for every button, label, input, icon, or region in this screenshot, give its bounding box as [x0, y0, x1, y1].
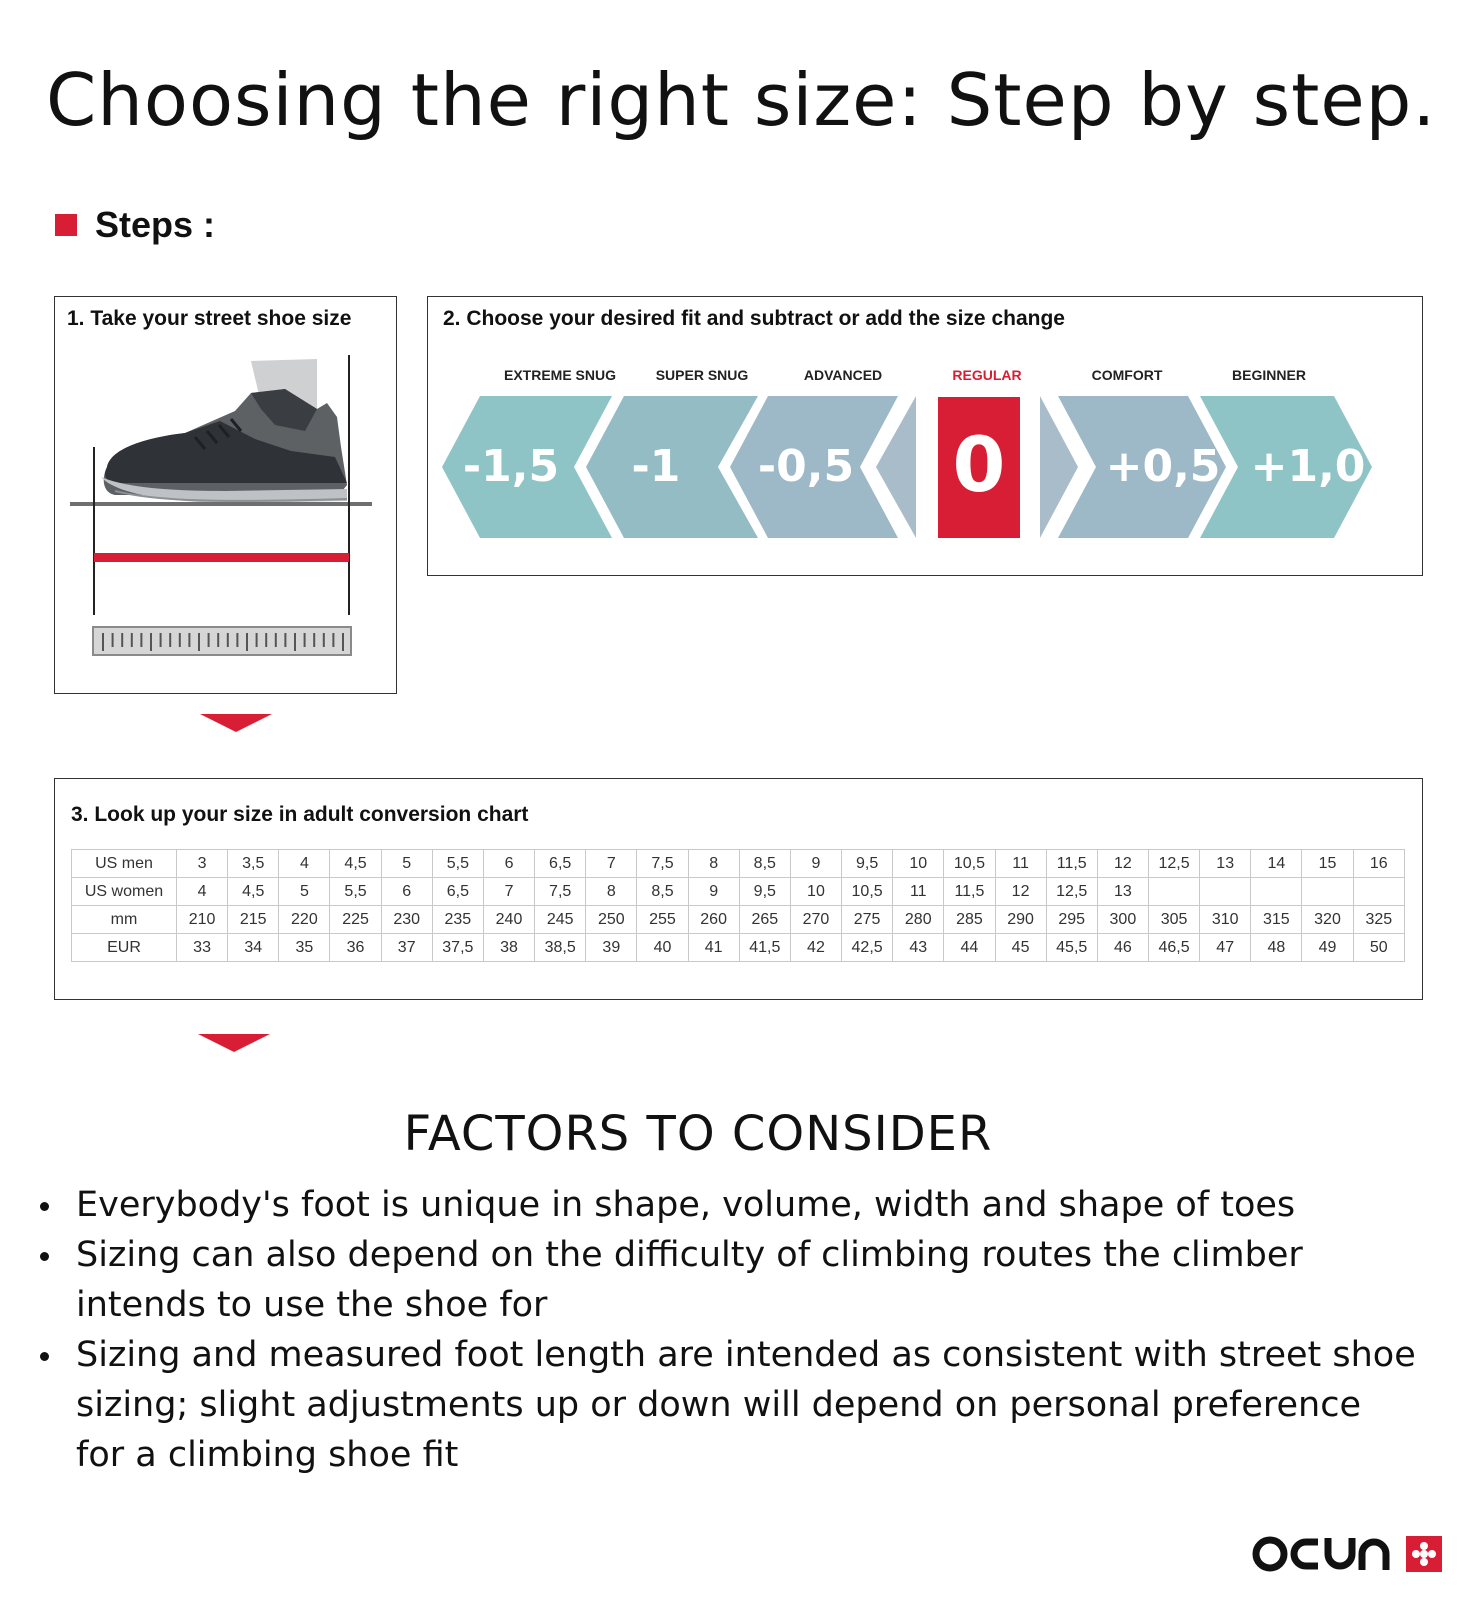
fit-label-regular: REGULAR [952, 367, 1022, 383]
table-cell: 235 [432, 906, 483, 934]
table-cell: 42 [790, 934, 841, 962]
table-cell: 285 [944, 906, 995, 934]
fit-value-advanced: -0,5 [757, 441, 855, 492]
table-cell: 9,5 [739, 878, 790, 906]
bullet-dot-icon [40, 1252, 49, 1261]
table-cell: 265 [739, 906, 790, 934]
table-cell: 305 [1148, 906, 1199, 934]
table-cell: 37,5 [432, 934, 483, 962]
step3-panel [54, 778, 1423, 1000]
table-cell: 35 [279, 934, 330, 962]
table-cell: 33 [177, 934, 228, 962]
arrow-down-icon [198, 1034, 270, 1052]
table-cell: 9 [790, 850, 841, 878]
table-cell: 39 [586, 934, 637, 962]
fit-label-super-snug: SUPER SNUG [655, 367, 749, 383]
table-cell: 12 [1097, 850, 1148, 878]
table-cell: 6,5 [535, 850, 586, 878]
page-title: Choosing the right size: Step by step. [46, 58, 1437, 142]
row-us-men [72, 850, 1405, 878]
step2-title: 2. Choose your desired fit and subtract or add the size change [443, 307, 1065, 330]
row-header: mm [72, 906, 177, 934]
fit-value-extreme-snug: -1,5 [462, 441, 560, 492]
table-cell: 7 [483, 878, 534, 906]
table-cell [1148, 878, 1199, 906]
table-cell: 38 [483, 934, 534, 962]
table-cell: 46,5 [1148, 934, 1199, 962]
table-cell: 300 [1097, 906, 1148, 934]
fit-label-advanced: ADVANCED [803, 367, 883, 383]
step1-panel [54, 296, 397, 694]
bullet-square-icon [55, 214, 77, 236]
table-cell: 38,5 [535, 934, 586, 962]
table-cell: 45,5 [1046, 934, 1097, 962]
table-cell: 5,5 [432, 850, 483, 878]
table-cell: 42,5 [842, 934, 893, 962]
table-cell: 45 [995, 934, 1046, 962]
table-cell: 5 [381, 850, 432, 878]
table-cell: 8 [586, 878, 637, 906]
table-cell [1251, 878, 1302, 906]
table-cell: 48 [1251, 934, 1302, 962]
table-cell: 41,5 [739, 934, 790, 962]
steps-heading-text: Steps : [95, 204, 216, 245]
table-cell: 12,5 [1046, 878, 1097, 906]
table-cell: 12,5 [1148, 850, 1199, 878]
arrow-down-icon [200, 714, 272, 732]
fit-value-super-snug: -1 [631, 441, 681, 492]
table-cell: 12 [995, 878, 1046, 906]
row-header: EUR [72, 934, 177, 962]
row-header: US men [72, 850, 177, 878]
table-cell: 325 [1353, 906, 1404, 934]
table-cell: 16 [1353, 850, 1404, 878]
table-cell: 47 [1200, 934, 1251, 962]
steps-heading [55, 204, 215, 246]
ocun-wordmark [1252, 1534, 1394, 1574]
logo-mark-icon [1406, 1536, 1442, 1572]
table-cell: 5,5 [330, 878, 381, 906]
bullet-dot-icon [40, 1352, 49, 1361]
table-cell: 8,5 [739, 850, 790, 878]
table-cell: 210 [177, 906, 228, 934]
table-cell: 3,5 [228, 850, 279, 878]
table-cell: 4 [177, 878, 228, 906]
fit-scale-graphic [428, 297, 1424, 577]
table-cell: 49 [1302, 934, 1353, 962]
step1-title: 1. Take your street shoe size [67, 307, 352, 330]
table-cell: 6,5 [432, 878, 483, 906]
table-cell: 8,5 [637, 878, 688, 906]
table-cell: 13 [1097, 878, 1148, 906]
table-cell: 315 [1251, 906, 1302, 934]
table-cell: 275 [842, 906, 893, 934]
table-cell: 10,5 [842, 878, 893, 906]
table-cell: 10 [893, 850, 944, 878]
table-cell [1200, 878, 1251, 906]
table-cell: 7 [586, 850, 637, 878]
table-cell: 290 [995, 906, 1046, 934]
row-eur [72, 934, 1405, 962]
factors-list [36, 1180, 1416, 1480]
table-cell: 245 [535, 906, 586, 934]
table-cell: 34 [228, 934, 279, 962]
table-cell: 43 [893, 934, 944, 962]
table-cell: 11 [893, 878, 944, 906]
table-cell [1302, 878, 1353, 906]
table-cell: 310 [1200, 906, 1251, 934]
table-cell: 37 [381, 934, 432, 962]
table-cell: 6 [483, 850, 534, 878]
table-cell: 15 [1302, 850, 1353, 878]
table-cell: 40 [637, 934, 688, 962]
table-cell: 255 [637, 906, 688, 934]
table-cell: 8 [688, 850, 739, 878]
fit-value-comfort: +0,5 [1105, 441, 1221, 492]
table-cell: 50 [1353, 934, 1404, 962]
fit-value-regular: 0 [952, 420, 1006, 509]
table-cell: 10,5 [944, 850, 995, 878]
table-cell: 4 [279, 850, 330, 878]
table-cell: 4,5 [228, 878, 279, 906]
step3-title: 3. Look up your size in adult conversion chart [71, 803, 529, 826]
fit-value-beginner: +1,0 [1250, 441, 1366, 492]
factors-heading: FACTORS TO CONSIDER [403, 1106, 993, 1162]
size-conversion-table [71, 849, 1405, 962]
table-cell: 215 [228, 906, 279, 934]
table-cell: 3 [177, 850, 228, 878]
factor-item: Everybody's foot is unique in shape, volume, width and shape of toes [36, 1180, 1416, 1230]
bullet-dot-icon [40, 1202, 49, 1211]
table-cell [1353, 878, 1404, 906]
table-cell: 240 [483, 906, 534, 934]
table-cell: 320 [1302, 906, 1353, 934]
table-cell: 44 [944, 934, 995, 962]
table-cell: 9 [688, 878, 739, 906]
table-cell: 13 [1200, 850, 1251, 878]
table-cell: 6 [381, 878, 432, 906]
row-header: US women [72, 878, 177, 906]
table-cell: 11 [995, 850, 1046, 878]
table-cell: 230 [381, 906, 432, 934]
table-cell: 4,5 [330, 850, 381, 878]
table-cell: 295 [1046, 906, 1097, 934]
table-cell: 225 [330, 906, 381, 934]
factor-item: Sizing and measured foot length are intended as consistent with street shoe sizing; slight adjustments up or down will depend on personal preference for a climbing shoe fit [36, 1330, 1416, 1480]
row-mm [72, 906, 1405, 934]
table-cell: 280 [893, 906, 944, 934]
table-cell: 11,5 [1046, 850, 1097, 878]
step2-panel [427, 296, 1423, 576]
table-cell: 7,5 [637, 850, 688, 878]
table-cell: 11,5 [944, 878, 995, 906]
shoe-measure-illustration [55, 297, 398, 695]
table-cell: 5 [279, 878, 330, 906]
table-cell: 36 [330, 934, 381, 962]
table-cell: 220 [279, 906, 330, 934]
table-cell: 260 [688, 906, 739, 934]
table-cell: 10 [790, 878, 841, 906]
table-cell: 250 [586, 906, 637, 934]
fit-label-extreme-snug: EXTREME SNUG [503, 367, 616, 383]
table-cell: 270 [790, 906, 841, 934]
table-cell: 14 [1251, 850, 1302, 878]
row-us-women [72, 878, 1405, 906]
fit-label-beginner: BEGINNER [1232, 367, 1306, 383]
ocun-logo [1252, 1534, 1442, 1574]
table-cell: 9,5 [842, 850, 893, 878]
fit-label-comfort: COMFORT [1091, 367, 1163, 383]
table-cell: 7,5 [535, 878, 586, 906]
table-cell: 41 [688, 934, 739, 962]
factor-item: Sizing can also depend on the difficulty of climbing routes the climber intends to use the shoe for [36, 1230, 1416, 1330]
table-cell: 46 [1097, 934, 1148, 962]
